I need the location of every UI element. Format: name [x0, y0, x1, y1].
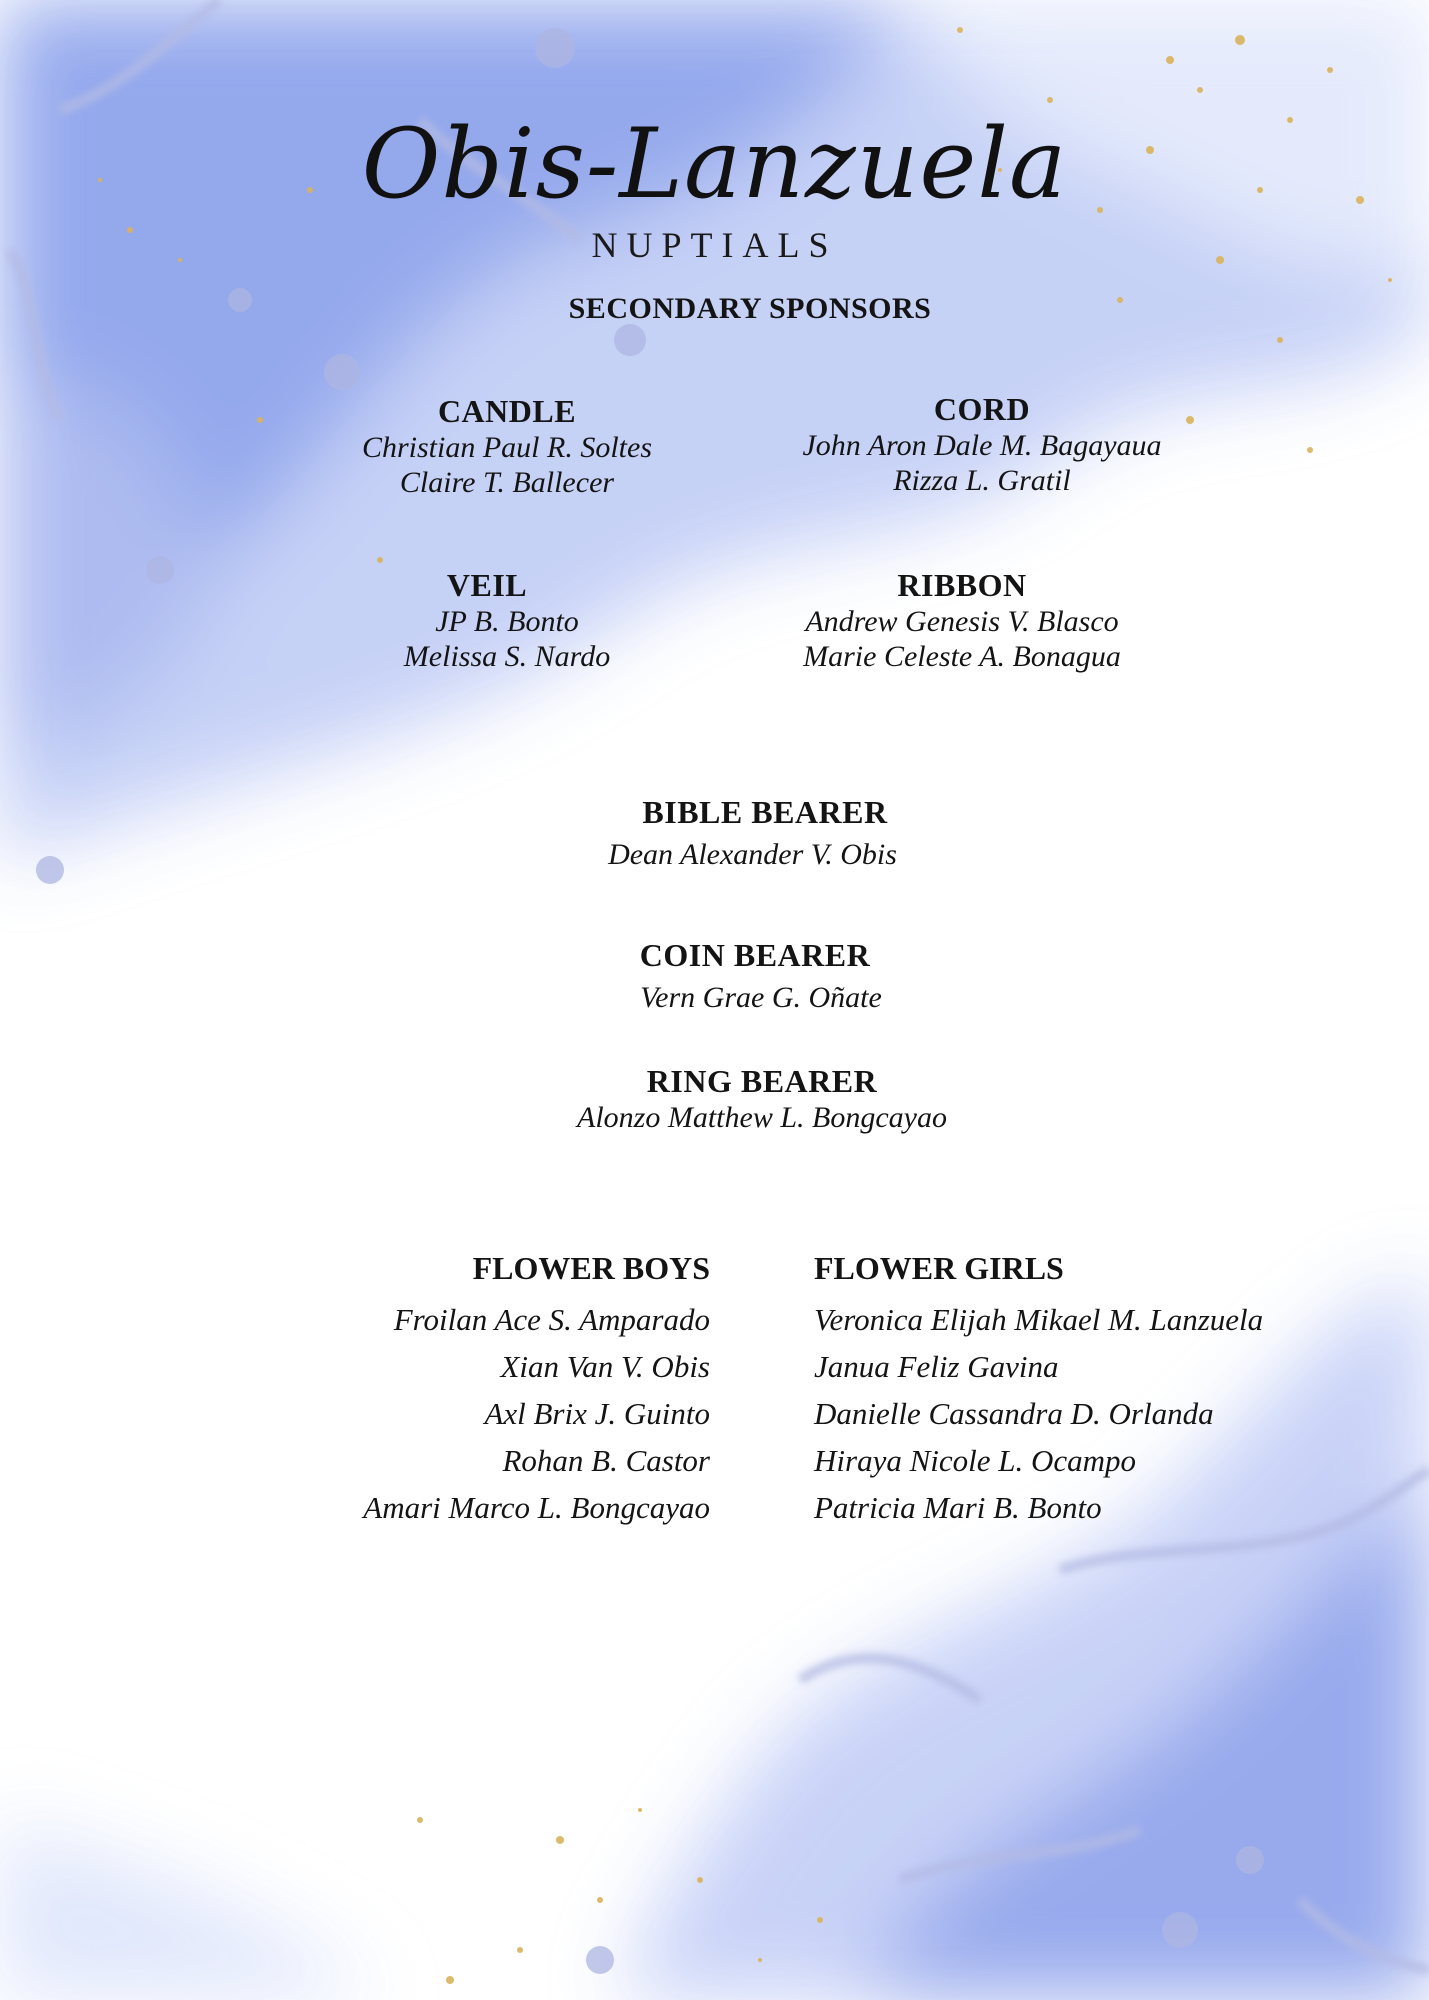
ribbon-sponsors — [762, 566, 1162, 674]
role-heading: CORD — [933, 391, 1031, 427]
sponsor-name: Claire T. Ballecer — [399, 466, 615, 499]
nuptials-subtitle: NUPTIALS — [591, 225, 838, 265]
flower-girl-name: Patricia Mari B. Bonto — [814, 1490, 1102, 1525]
role-heading: VEIL — [446, 567, 528, 603]
role-heading: RING BEARER — [646, 1063, 878, 1099]
bearer-name: Dean Alexander V. Obis — [608, 838, 897, 871]
flower-girl-name: Janua Feliz Gavina — [814, 1349, 1059, 1384]
sponsor-name: Andrew Genesis V. Blasco — [805, 605, 1119, 638]
bearer-name: Alonzo Matthew L. Bongcayao — [577, 1101, 947, 1134]
role-heading: FLOWER GIRLS — [814, 1250, 1064, 1286]
section-title: SECONDARY SPONSORS — [568, 292, 932, 325]
flower-girl-name: Hiraya Nicole L. Ocampo — [814, 1443, 1137, 1478]
coin-bearer — [455, 936, 1055, 1015]
ring-bearer — [462, 1062, 1062, 1135]
flower-boy-name: Froilan Ace S. Amparado — [393, 1302, 710, 1337]
couple-name-script: Obis-Lanzuela — [361, 108, 1068, 220]
bearer-name: Vern Grae G. Oñate — [640, 981, 882, 1014]
role-heading: RIBBON — [897, 567, 1027, 603]
flower-girls — [814, 1248, 1294, 1531]
sponsor-name: Melissa S. Nardo — [403, 640, 611, 673]
veil-sponsors — [307, 566, 707, 674]
cord-sponsors — [762, 390, 1202, 498]
role-heading: BIBLE BEARER — [642, 794, 888, 830]
flower-boy-name: Xian Van V. Obis — [500, 1349, 710, 1384]
sponsor-name: Christian Paul R. Soltes — [361, 431, 652, 464]
role-heading: COIN BEARER — [639, 937, 871, 973]
sponsor-name: Marie Celeste A. Bonagua — [803, 640, 1121, 673]
flower-boy-name: Amari Marco L. Bongcayao — [363, 1490, 710, 1525]
flower-boy-name: Rohan B. Castor — [502, 1443, 710, 1478]
sponsor-name: JP B. Bonto — [435, 605, 579, 638]
candle-sponsors — [307, 392, 707, 500]
bible-bearer — [465, 793, 1065, 872]
sponsor-name: John Aron Dale M. Bagayaua — [802, 429, 1162, 462]
role-heading: FLOWER BOYS — [472, 1250, 710, 1286]
flower-girl-name: Veronica Elijah Mikael M. Lanzuela — [814, 1302, 1264, 1337]
role-heading: CANDLE — [437, 393, 577, 429]
flower-girl-name: Danielle Cassandra D. Orlanda — [814, 1396, 1214, 1431]
sponsor-name: Rizza L. Gratil — [893, 464, 1071, 497]
flower-boy-name: Axl Brix J. Guinto — [484, 1396, 710, 1431]
flower-boys — [260, 1248, 710, 1531]
